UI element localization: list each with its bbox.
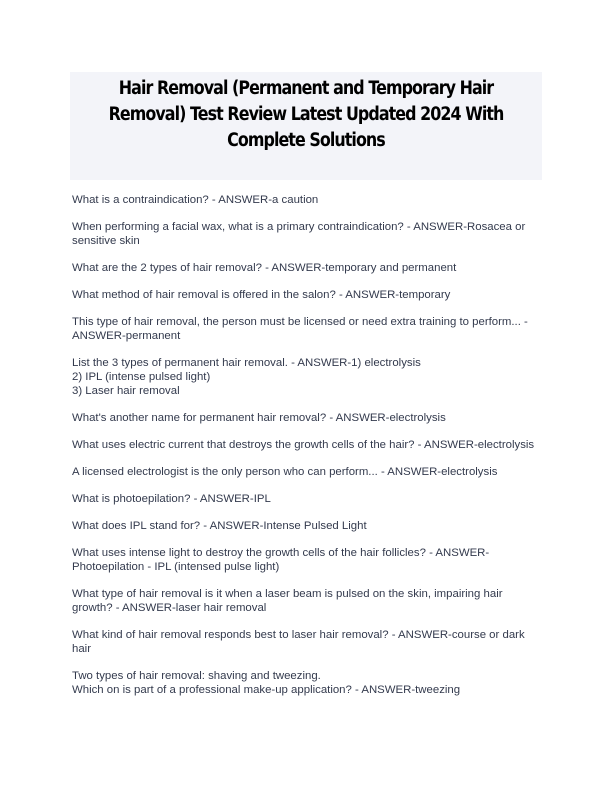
qa-item: A licensed electrologist is the only person who can perform... - ANSWER-electrolysis bbox=[72, 466, 498, 478]
qa-item: What method of hair removal is offered in the salon? - ANSWER-temporary bbox=[72, 289, 451, 301]
qa-item: What are the 2 types of hair removal? - ANSWER-temporary and permanent bbox=[72, 262, 457, 274]
qa-item: This type of hair removal, the person must be licensed or need extra training to perform... - ANSWER-permanent bbox=[72, 316, 528, 342]
qa-item: When performing a facial wax, what is a primary contraindication? - ANSWER-Rosacea or sensitive skin bbox=[72, 221, 526, 247]
qa-item: Two types of hair removal: shaving and tweezing. Which on is part of a professional make-up application? - ANSWER-tweezing bbox=[72, 670, 461, 696]
qa-item: What does IPL stand for? - ANSWER-Intense Pulsed Light bbox=[72, 520, 367, 532]
document-title: Hair Removal (Permanent and Temporary Hair Removal) Test Review Latest Updated 2024 With Complete Solutions bbox=[108, 78, 504, 151]
qa-item: What is a contraindication? - ANSWER-a caution bbox=[72, 194, 319, 206]
title-banner bbox=[70, 72, 542, 180]
qa-item: List the 3 types of permanent hair removal. - ANSWER-1) electrolysis 2) IPL (intense pulsed light) 3) Laser hair removal bbox=[72, 357, 421, 397]
qa-item: What uses intense light to destroy the growth cells of the hair follicles? - ANSWER-Photoepilation - IPL (intensed pulse light) bbox=[72, 547, 490, 573]
qa-item: What kind of hair removal responds best to laser hair removal? - ANSWER-course or dark hair bbox=[72, 629, 525, 655]
qa-item: What is photoepilation? - ANSWER-IPL bbox=[72, 493, 271, 505]
qa-item: What uses electric current that destroys the growth cells of the hair? - ANSWER-electrolysis bbox=[72, 439, 535, 451]
qa-item: What type of hair removal is it when a laser beam is pulsed on the skin, impairing hair growth? - ANSWER-laser hair removal bbox=[72, 588, 503, 614]
qa-list bbox=[72, 193, 544, 710]
qa-item: What's another name for permanent hair removal? - ANSWER-electrolysis bbox=[72, 412, 446, 424]
